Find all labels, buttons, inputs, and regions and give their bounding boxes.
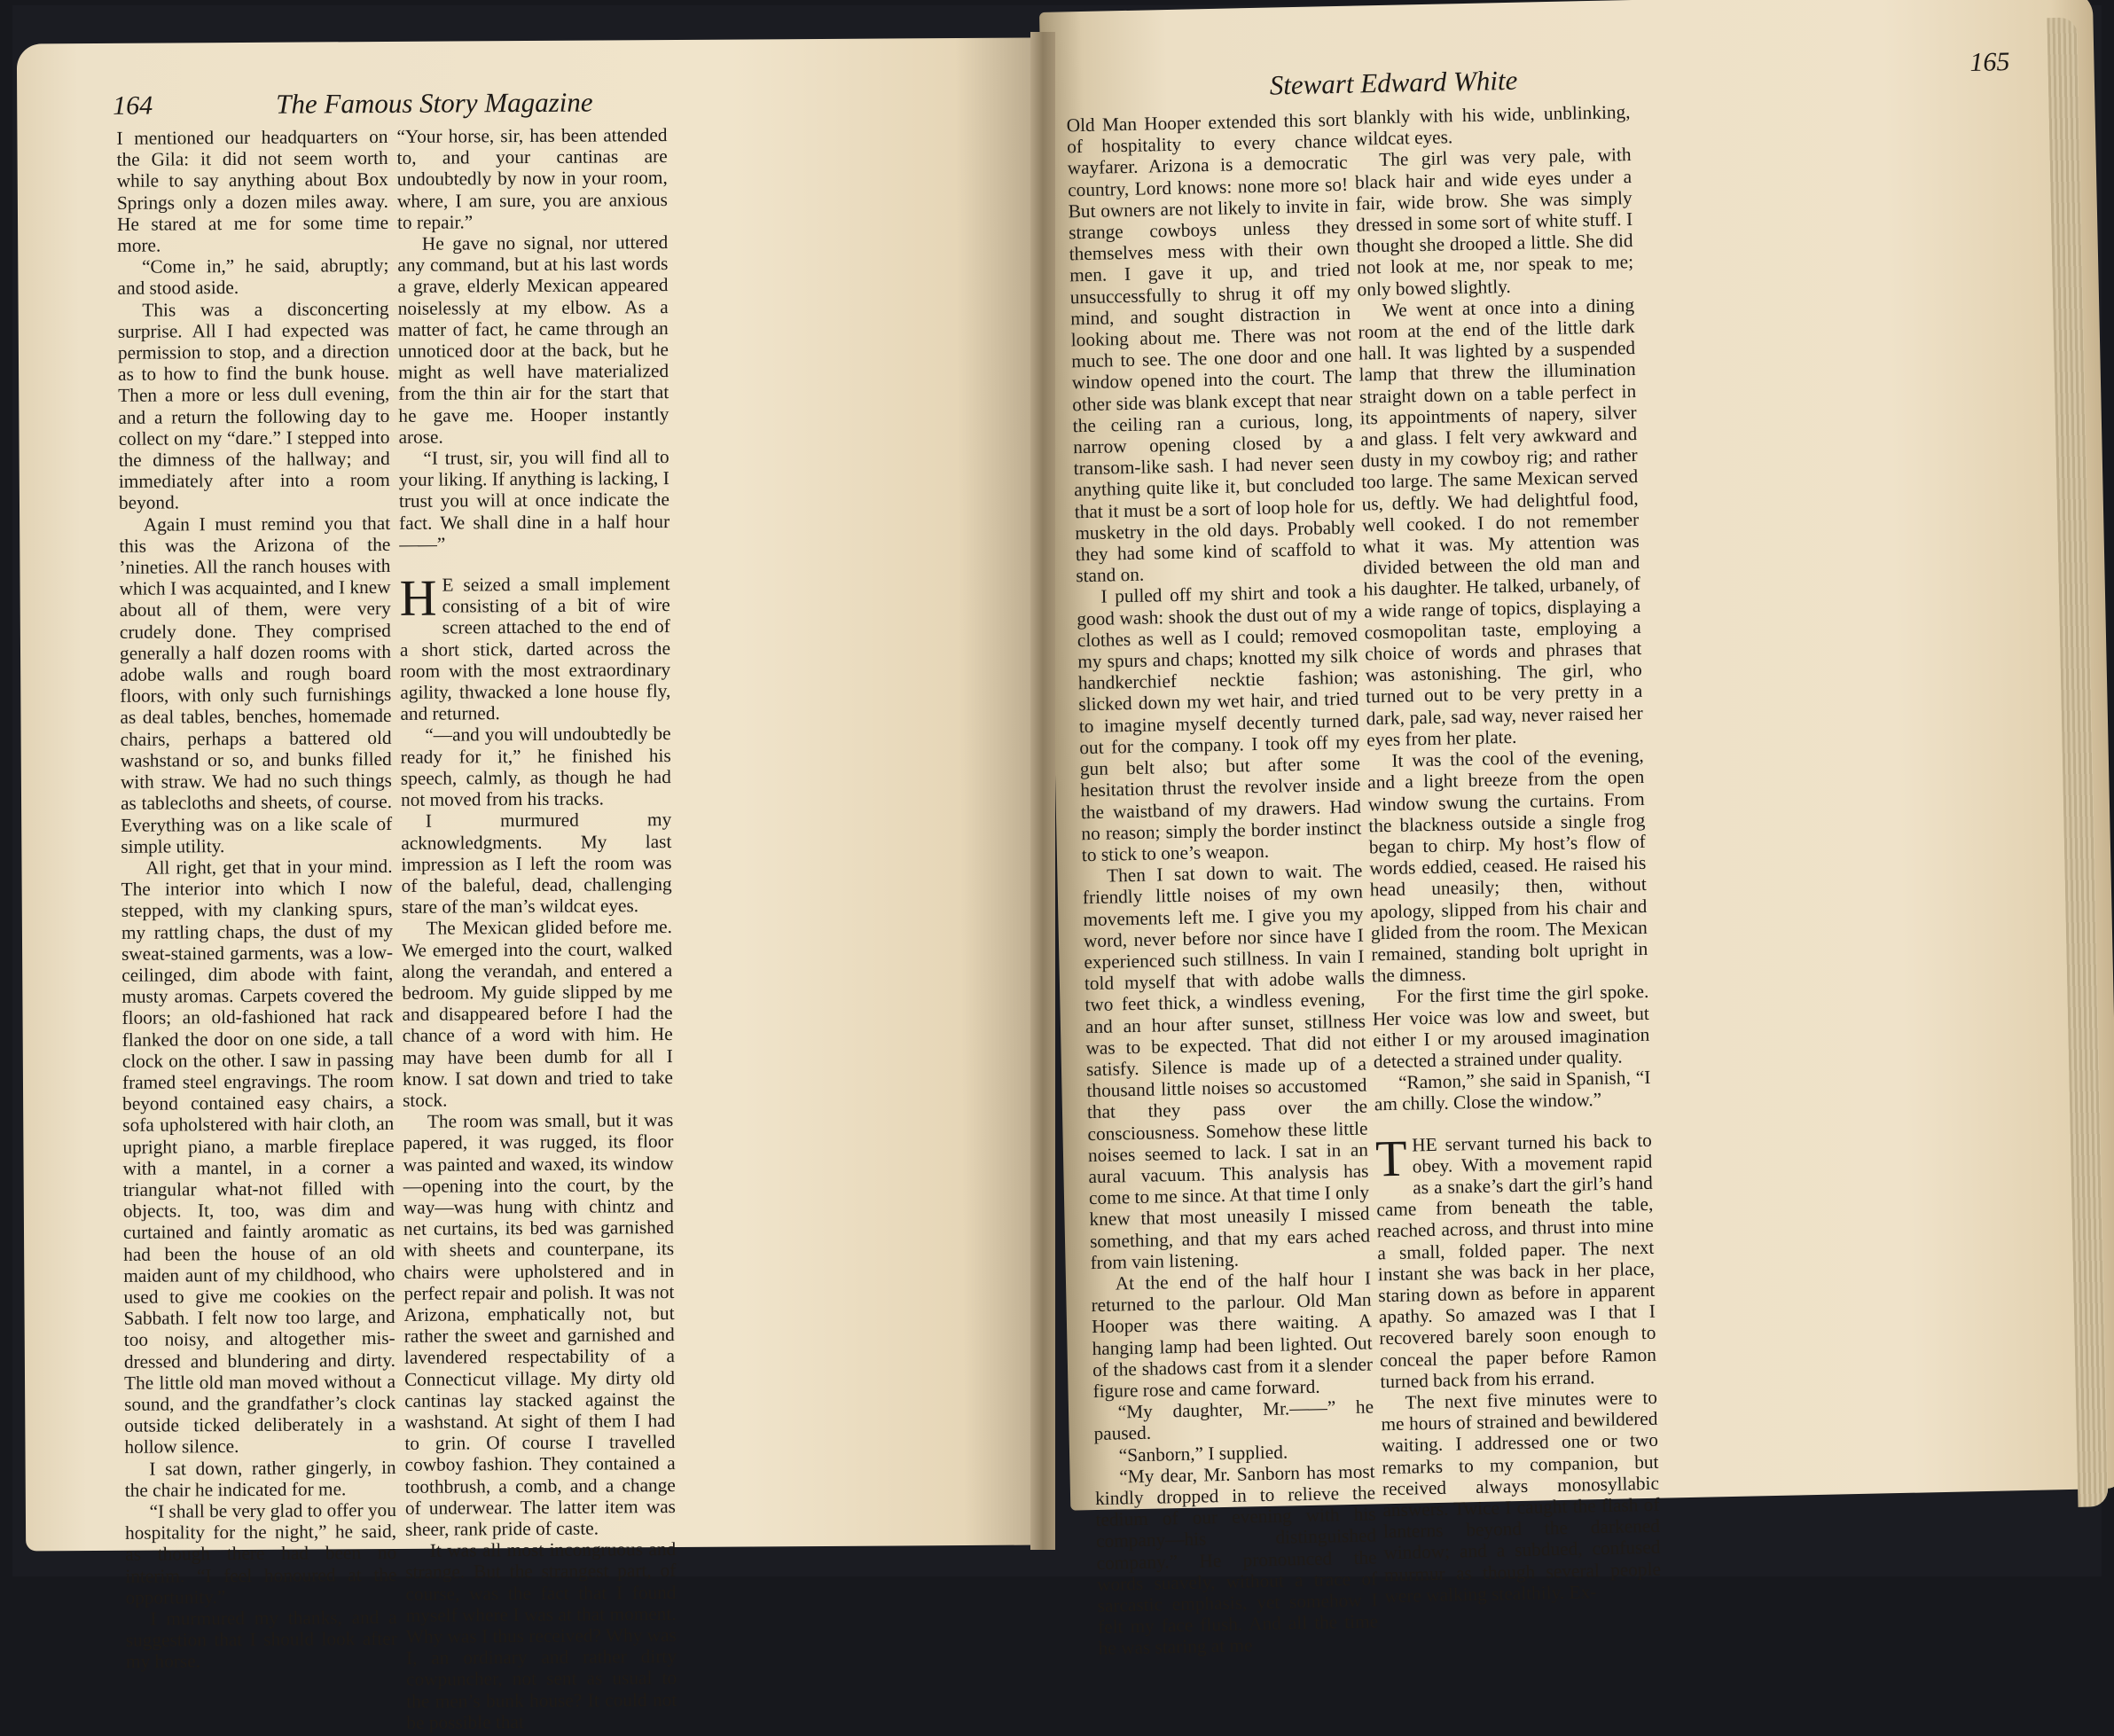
drop-cap: T xyxy=(1374,1129,1408,1187)
drop-cap-paragraph xyxy=(1375,1129,1657,1392)
paragraph-text: E seized a small implement consisting of a bit of wire screen attached to the end of a short stick, darted across the room with the most extraordinary agility, thwacked a lone house fly, and returned. xyxy=(399,573,671,725)
paragraph: I murmured my thanks, and a suggestion that I should look after my horse. xyxy=(125,1606,397,1673)
paragraph: I murmured my acknowledgments. My last impression as I left the room was of the baleful, dead, challenging stare of the man’s wildcat eyes. xyxy=(401,809,672,919)
paragraph-text: HE servant turned his back to obey. With a movement rapid as a snake’s dart the girl’s hand came from beneath the table, reached across, and thrust into mine a small, folded paper. The next instant she was back in her place, staring down as before in apparent apathy. So amazed was I that I recovered barely soon enough to conceal the paper before Ramon turned back from his errand. xyxy=(1376,1129,1657,1393)
running-head: Stewart Edward White xyxy=(1269,64,1518,101)
paragraph: Old Man Hooper extended this sort of hospitality to every chance wayfarer. Arizona is a democratic country, Lord knows: none more so! But owners are not likely to invite in strange cowboys unless they themselves mess with their own men. I gave it up, and tried unsuccessfully to shrug it off my mind, and sought distraction in looking about me. There was not much to see. The one door and one window opened into the court. The other side was blank except that near the ceiling ran a curious, long, narrow opening closed by a transom-like sash. I had never seen anything quite like it, but concluded that it must be a sort of loop hole for musketry in the old days. Probably they had some kind of scaffold to stand on. xyxy=(1066,108,1356,587)
paragraph: I mentioned our headquarters on the Gila: it did not seem worth while to say anything about Box Springs only a dozen miles away. He stared at me for some time more. xyxy=(116,125,389,256)
paragraph: At the end of the half hour I returned to the parlour. Old Man Hooper was there waiting. A hanging lamp had been lighted. Out of the shadows cast from it a slender figure rose and came forward. xyxy=(1091,1267,1374,1403)
right-page xyxy=(1039,0,2114,1660)
paragraph: Then I sat down to wait. The friendly little noises of my own movements left me. I give you my word, never before nor since have I experienced such stillness. In vain I told myself that with adobe walls two feet thick, a windless evening, and an hour after sunset, stillness was to be expected. That did not satisfy. Silence is made up of a thousand little noises so accustomed that they pass over the consciousness. Somehow these little noises seemed to lack. I sat in an aural vacuum. This analysis has come to me since. At that time I only knew that most uneasily I missed something, and that my ears ached from vain listening. xyxy=(1082,859,1371,1273)
paragraph: For the first time the girl spoke. Her voice was low and sweet, but either I or my aroused imagination detected a strained under quality. xyxy=(1372,981,1650,1073)
paragraph: He gave no signal, nor uttered any command, but at his last words a grave, elderly Mexican appeared noiselessly at my elbow. As a matter of fact, he came through an unnoticed door at the back, but he might as well have materialized from the thin air for the start that he gave me. Hooper instantly arose. xyxy=(397,231,669,448)
paragraph: It was all most incongruous and strange. But the strangest part, of course, was the fact that I found myself where I was at that moment. Why was I thus received? Why was I, an ordinary and rather dirty cowpuncher, not sent as usual to the men’s bunk house? It could not be possible that xyxy=(405,1538,677,1733)
book-spine xyxy=(1030,32,1055,1550)
paragraph: I pulled off my shirt and took a good wash: shook the dust out of my clothes as well as I could; removed my spurs and chaps; knotted my silk handkerchief necktie fashion; slicked down my wet hair, and tried to imagine myself decently turned out for the company. I took off my gun belt also; but after some hesitation thrust the revolver inside the waistband of my drawers. Had no reason; simply the border instinct to stick to one’s weapon. xyxy=(1077,581,1362,866)
column-text-after-break xyxy=(401,723,677,1733)
left-page xyxy=(17,38,1045,1733)
text-column-right-1 xyxy=(1066,109,1378,1660)
paragraph: This was a disconcerting surprise. All I had expected was permission to stop, and a direction as to how to find the bunk house. Then a more or less dull evening, and a return the following day to collect on my “dare.” I stepped into the dimness of the hallway; and immediately after into a room beyond. xyxy=(117,297,390,514)
paragraph: It was the cool of the evening, and a light breeze from the open window swung the curtains. From the blackness outside a single frog began to chirp. My host’s flow of words eddied, ceased. He raised his head uneasily; then, without apology, slipped from his chair and glided from the room. The Mexican remained, standing bolt upright in the dimness. xyxy=(1367,745,1648,987)
paragraph: “I trust, sir, you will find all to your liking. If anything is lacking, I trust you will at once indicate the fact. We shall dine in a half hour——” xyxy=(398,446,670,555)
paragraph: The next five minutes were to me hours of strained and bewildered waiting. I addressed one or two remarks to my companion, but received always monosyllabic answers. Twice I caught the flash of lanterns beyond the darkened window; and a subdued, confused murmur as though several people were walking stealthily. Ex- xyxy=(1381,1386,1662,1607)
paragraph: “Your horse, sir, has been attended to, and your cantinas are undoubtedly by now in your room, where, I am sure, you are anxious to repair.” xyxy=(396,124,668,233)
paragraph: Again I must remind you that this was the Arizona of the ’nineties. All the ranch houses with which I was acquainted, and I knew about all of them, were very crudely done. They comprised generally a half dozen rooms with adobe walls and rough board floors, with only such furnishings as deal tables, benches, homemade chairs, perhaps a battered old washstand or so, and bunks filled with straw. We had no such things as tablecloths and sheets, of course. Everything was on a like scale of simple utility. xyxy=(119,512,393,857)
paragraph: “—and you will undoubtedly be ready for it,” he finished his speech, calmly, as though he had not moved from his tracks. xyxy=(400,723,671,810)
page-number: 164 xyxy=(113,90,153,121)
drop-cap-paragraph xyxy=(399,568,671,725)
text-column-right-2 xyxy=(1353,101,1661,1607)
paragraph: “Ramon,” she said in Spanish, “I am chilly. Close the window.” xyxy=(1374,1066,1651,1115)
drop-cap: H xyxy=(399,568,437,627)
column-text-before-break xyxy=(1353,101,1651,1115)
paragraph: “My dear, Mr. Sanborn has most kindly dropped in to relieve the tedium of our evening with his company—his distinguished company.” He pronounced the words suavely, without a trace of sarcastic emphasis, yet somehow I felt my face flush. And all the time he was staring at me xyxy=(1094,1460,1379,1660)
paragraph: “Come in,” he said, abruptly; and stood aside. xyxy=(117,254,389,300)
paragraph: All right, get that in your mind. The interior into which I now stepped, with my clanking spurs, my rattling chaps, the dust of my sweat-stained garments, was a low-ceilinged, dim abode with faint, musty aromas. Carpets covered the floors; an old-fashioned hat rack flanked the door on one side, a tall clock on the other. I saw in passing framed steel engravings. The room beyond contained easy chairs, a sofa upholstered with hair cloth, an upright piano, a marble fireplace with a mantel, in a corner a triangular what-not filled with objects. It, too, was dim and curtained and faintly aromatic as had been the house of an old maiden aunt of my childhood, who used to give me cookies on the Sabbath. I felt now too large, and too noisy, and altogether mis-dressed and blundering and dirty. The little old man moved without a sound, and the grandfather’s clock outside ticked deliberately in a hollow silence. xyxy=(121,855,396,1458)
paragraph: “Sanborn,” I supplied. xyxy=(1118,1441,1288,1466)
paragraph: The girl was very pale, with black hair and wide eyes under a fair, wide brow. She was simply dressed in some sort of white stuff. I thought she drooped a little. She did not look at me, nor speak to me; only bowed slightly. xyxy=(1354,144,1634,301)
page-number: 165 xyxy=(1969,47,2010,78)
page-edges xyxy=(2047,17,2108,1506)
column-text-after-break xyxy=(1381,1387,1662,1607)
open-book xyxy=(12,5,2102,1733)
paragraph: The room was small, but it was papered, it was rugged, its floor was painted and waxed, its window—opening into the court, by the way—was hung with chintz and net curtains, its bed was garnished with sheets and counterpane, its chairs were upholstered and in perfect repair and polish. It was not Arizona, emphatically not, but rather the sweet and garnished and lavendered respectability of a Connecticut village. My dirty old cantinas lay stacked against the washstand. At sight of them I had to grin. Of course I travelled cowboy fashion. They contained a toothbrush, a comb, and a change of underwear. The latter item was sheer, rank pride of caste. xyxy=(403,1109,676,1540)
paragraph: I sat down, rather gingerly, in the chair he indicated for me. xyxy=(124,1456,396,1501)
running-head: The Famous Story Magazine xyxy=(276,86,593,120)
paragraph: We went at once into a dining room at the end of the little dark hall. It was lighted by a suspended lamp that threw the illumination straight down on a table perfect in its appointments of napery, silver and glass. I felt very awkward and dusty in my cowboy rig; and rather too large. The same Mexican served us, deftly. We had delightful food, well cooked. I do not remember what it was. My attention was divided between the old man and his daughter. He talked, urbanely, of a wide range of topics, displaying a cosmopolitan taste, employing a choice of words and phrases that was astonishing. The girl, who turned out to be very pretty in a dark, pale, sad way, never raised her eyes from her plate. xyxy=(1358,293,1643,751)
column-text-before-break xyxy=(396,124,669,555)
text-column-left-2 xyxy=(396,124,677,1733)
paragraph: “I shall be very glad to offer you hospitality for the night,” he said, as though there had been no interim. “I feel honoured at the opportunity.” xyxy=(125,1498,397,1608)
text-column-left-1 xyxy=(116,126,397,1672)
paragraph: blankly with his wide, unblinking, wildcat eyes. xyxy=(1353,101,1631,150)
paragraph: “My daughter, Mr.——” he paused. xyxy=(1093,1396,1374,1445)
paragraph: The Mexican glided before me. We emerged into the court, walked along the verandah, and entered a bedroom. My guide slipped by me and disappeared before I had the chance of a word with him. He may have been dumb for all I know. I sat down and tried to take stock. xyxy=(401,916,674,1111)
